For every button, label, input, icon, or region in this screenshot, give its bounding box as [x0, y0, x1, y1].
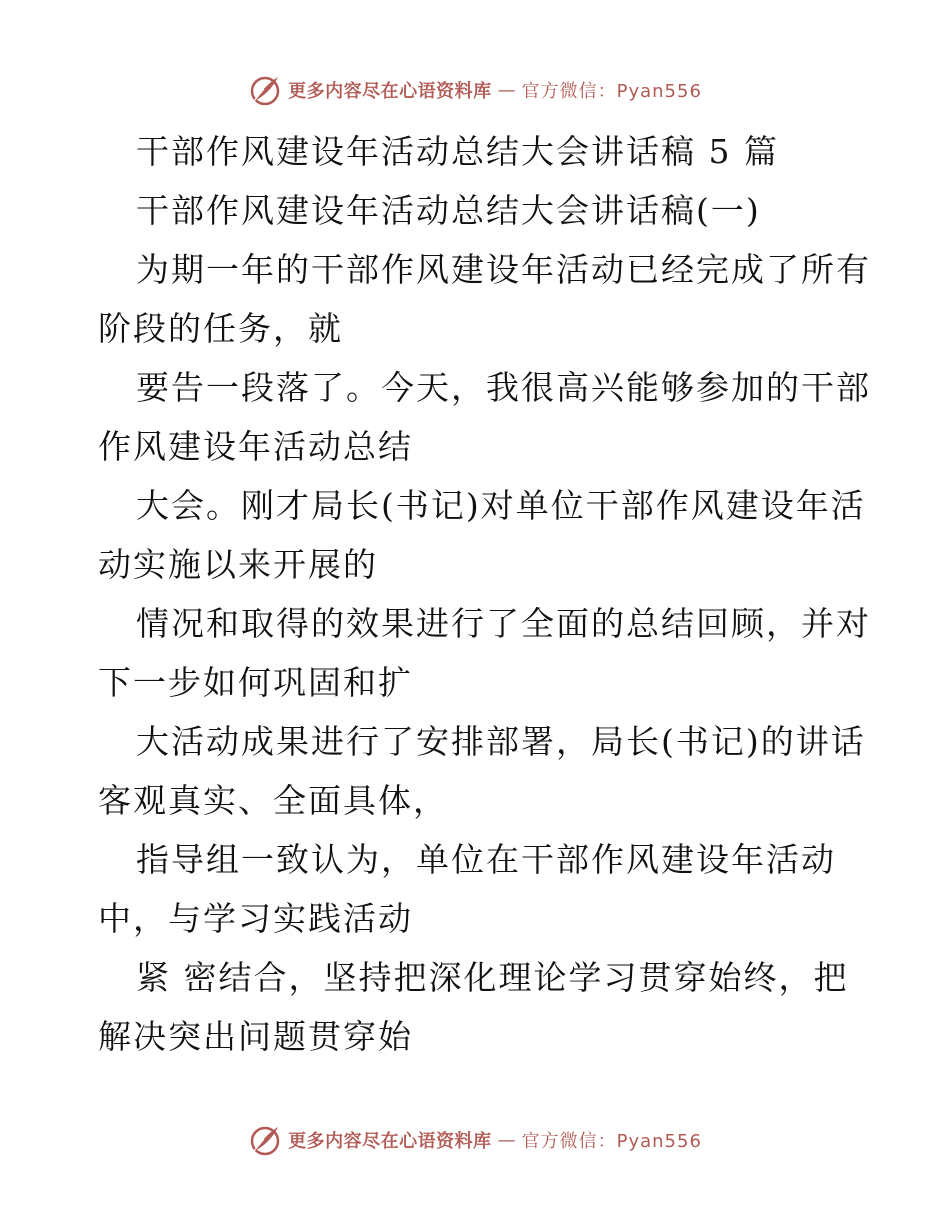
paragraph-line: 下一步如何巩固和扩: [98, 663, 413, 702]
paragraph-line: 动实施以来开展的: [98, 545, 378, 584]
footer-watermark: [0, 1120, 950, 1160]
watermark-separator: —: [497, 1129, 516, 1151]
paragraph-line: 要告一段落了。今天，我很高兴能够参加的干部: [136, 368, 871, 407]
watermark-main-text: 更多内容尽在心语资料库: [288, 81, 492, 102]
watermark-separator: —: [497, 79, 516, 101]
paragraph-line: 指导组一致认为，单位在干部作风建设年活动: [136, 840, 836, 879]
document-body: [98, 122, 871, 1066]
watermark-contact: 官方微信：Pyan556: [521, 81, 702, 102]
paragraph-line: 阶段的任务，就: [98, 309, 343, 348]
watermark-main-text: 更多内容尽在心语资料库: [288, 1131, 492, 1152]
paragraph-line: 解决突出问题贯穿始: [98, 1017, 413, 1056]
document-title: 干部作风建设年活动总结大会讲话稿 5 篇: [136, 132, 779, 171]
document-subtitle: 干部作风建设年活动总结大会讲话稿(一): [136, 191, 761, 230]
feather-quill-icon: [248, 1123, 282, 1157]
paragraph-line: 情况和取得的效果进行了全面的总结回顾，并对: [136, 604, 871, 643]
watermark-contact: 官方微信：Pyan556: [521, 1131, 702, 1152]
paragraph-line: 客观真实、全面具体，: [98, 781, 448, 820]
header-watermark: [0, 70, 950, 110]
feather-quill-icon: [248, 73, 282, 107]
paragraph-line: 大会。刚才局长(书记)对单位干部作风建设年活: [136, 486, 866, 525]
paragraph-line: 为期一年的干部作风建设年活动已经完成了所有: [136, 250, 871, 289]
paragraph-line: 紧 密结合，坚持把深化理论学习贯穿始终，把: [136, 958, 849, 997]
paragraph-line: 中，与学习实践活动: [98, 899, 413, 938]
paragraph-line: 作风建设年活动总结: [98, 427, 413, 466]
paragraph-line: 大活动成果进行了安排部署，局长(书记)的讲话: [136, 722, 866, 761]
